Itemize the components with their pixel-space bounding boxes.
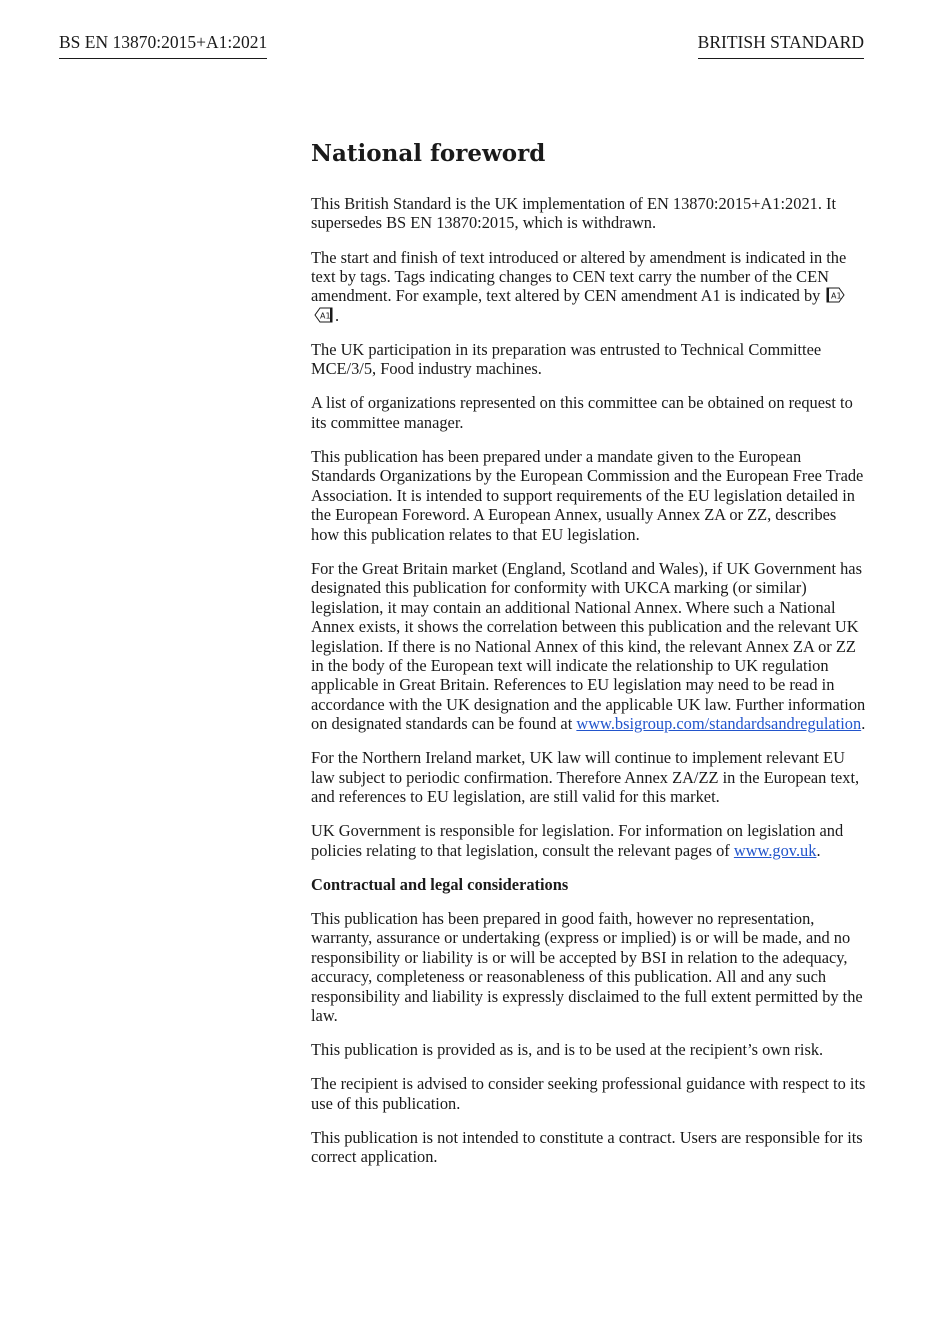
amendment-start-tag-icon [826,287,846,303]
paragraph-committee: The UK participation in its preparation was entrusted to Technical Committee MCE/3/5, Food industry machines. [311,339,822,379]
bsigroup-link[interactable]: www.bsigroup.com/standardsandregulation [576,714,862,734]
document-type-label: BRITISH STANDARD [698,31,864,59]
paragraph-not-contract: This publication is not intended to constitute a contract. Users are responsible for its correct application. [311,1127,863,1167]
paragraph-own-risk: This publication is provided as is, and is to be used at the recipient’s own risk. [311,1040,824,1060]
amendment-end-tag-label: A1 [320,311,331,321]
foreword-content [311,140,867,1181]
paragraph-organizations: A list of organizations represented on this committee can be obtained on request to its committee manager. [311,393,853,432]
gov-uk-link[interactable]: www.gov.uk [733,840,817,860]
paragraph-mandate: This publication has been prepared under a mandate given to the European Standards Organizations by the European Commission and the European Free Trade Association. It is intended to support requirements of the EU legislation detailed in the European Foreword. A European Annex, usually Annex ZA or ZZ, describes how this publication relates to that EU legislation. [311,446,864,544]
paragraph-professional-guidance: The recipient is advised to consider seeking professional guidance with respect to its use of this publication. [311,1074,866,1113]
paragraph-amendment-tags: The start and finish of text introduced or altered by amendment is indicated in the text by tags. Tags indicating changes to CEN text carry the number of the CEN amendment. For example, text altered by CEN amendment A1 is indicated by A1 A1 . [311,247,847,325]
amendment-start-tag-label: A1 [831,291,843,301]
page-title: National foreword [311,140,546,167]
paragraph-northern-ireland: For the Northern Ireland market, UK law will continue to implement relevant EU law subject to periodic confirmation. Therefore Annex ZA/ZZ in the European text, and references to EU legislation, are still valid for this market. [311,748,860,807]
paragraph-amendment-tags-text: The start and finish of text introduced or altered by amendment is indicated in the text by tags. Tags indicating changes to CEN text carry the number of the CEN amendment. For example, text altered by CEN amendment A1 is indicated by [311,247,847,306]
document-code: BS EN 13870:2015+A1:2021 [59,31,267,59]
amendment-end-tag-icon [313,307,333,323]
paragraph-implementation: This British Standard is the UK implementation of EN 13870:2015+A1:2021. It supersedes BS EN 13870:2015, which is withdrawn. [311,194,837,233]
paragraph-legislation: UK Government is responsible for legislation. For information on legislation and policies relating to that legislation, consult the relevant pages of www.gov.uk. [311,821,844,860]
paragraph-great-britain: For the Great Britain market (England, Scotland and Wales), if UK Government has designated this publication for conformity with UKCA marking (or similar) legislation, it may contain an additional National Annex. Where such a National Annex exists, it shows the correlation between this publication and the relevant UK legislation. If there is no National Annex of this kind, the relevant Annex ZA or ZZ in the body of the European text will indicate the relationship to UK regulation applicable in Great Britain. References to EU legislation may need to be read in accordance with the UK designation and the applicable UK law. Further information on designated standards can be found at www.bsigroup.com/standardsandregulation. [311,558,866,734]
paragraph-good-faith: This publication has been prepared in good faith, however no representation, warranty, assurance or undertaking (express or implied) is or will be made, and no responsibility or liability is or will be accepted by BSI in relation to the adequacy, accuracy, completeness or reasonableness of this publication. All and any such responsibility and liability is expressly disclaimed to the full extent permitted by the law. [311,908,863,1026]
section-heading-contractual: Contractual and legal considerations [311,874,569,894]
